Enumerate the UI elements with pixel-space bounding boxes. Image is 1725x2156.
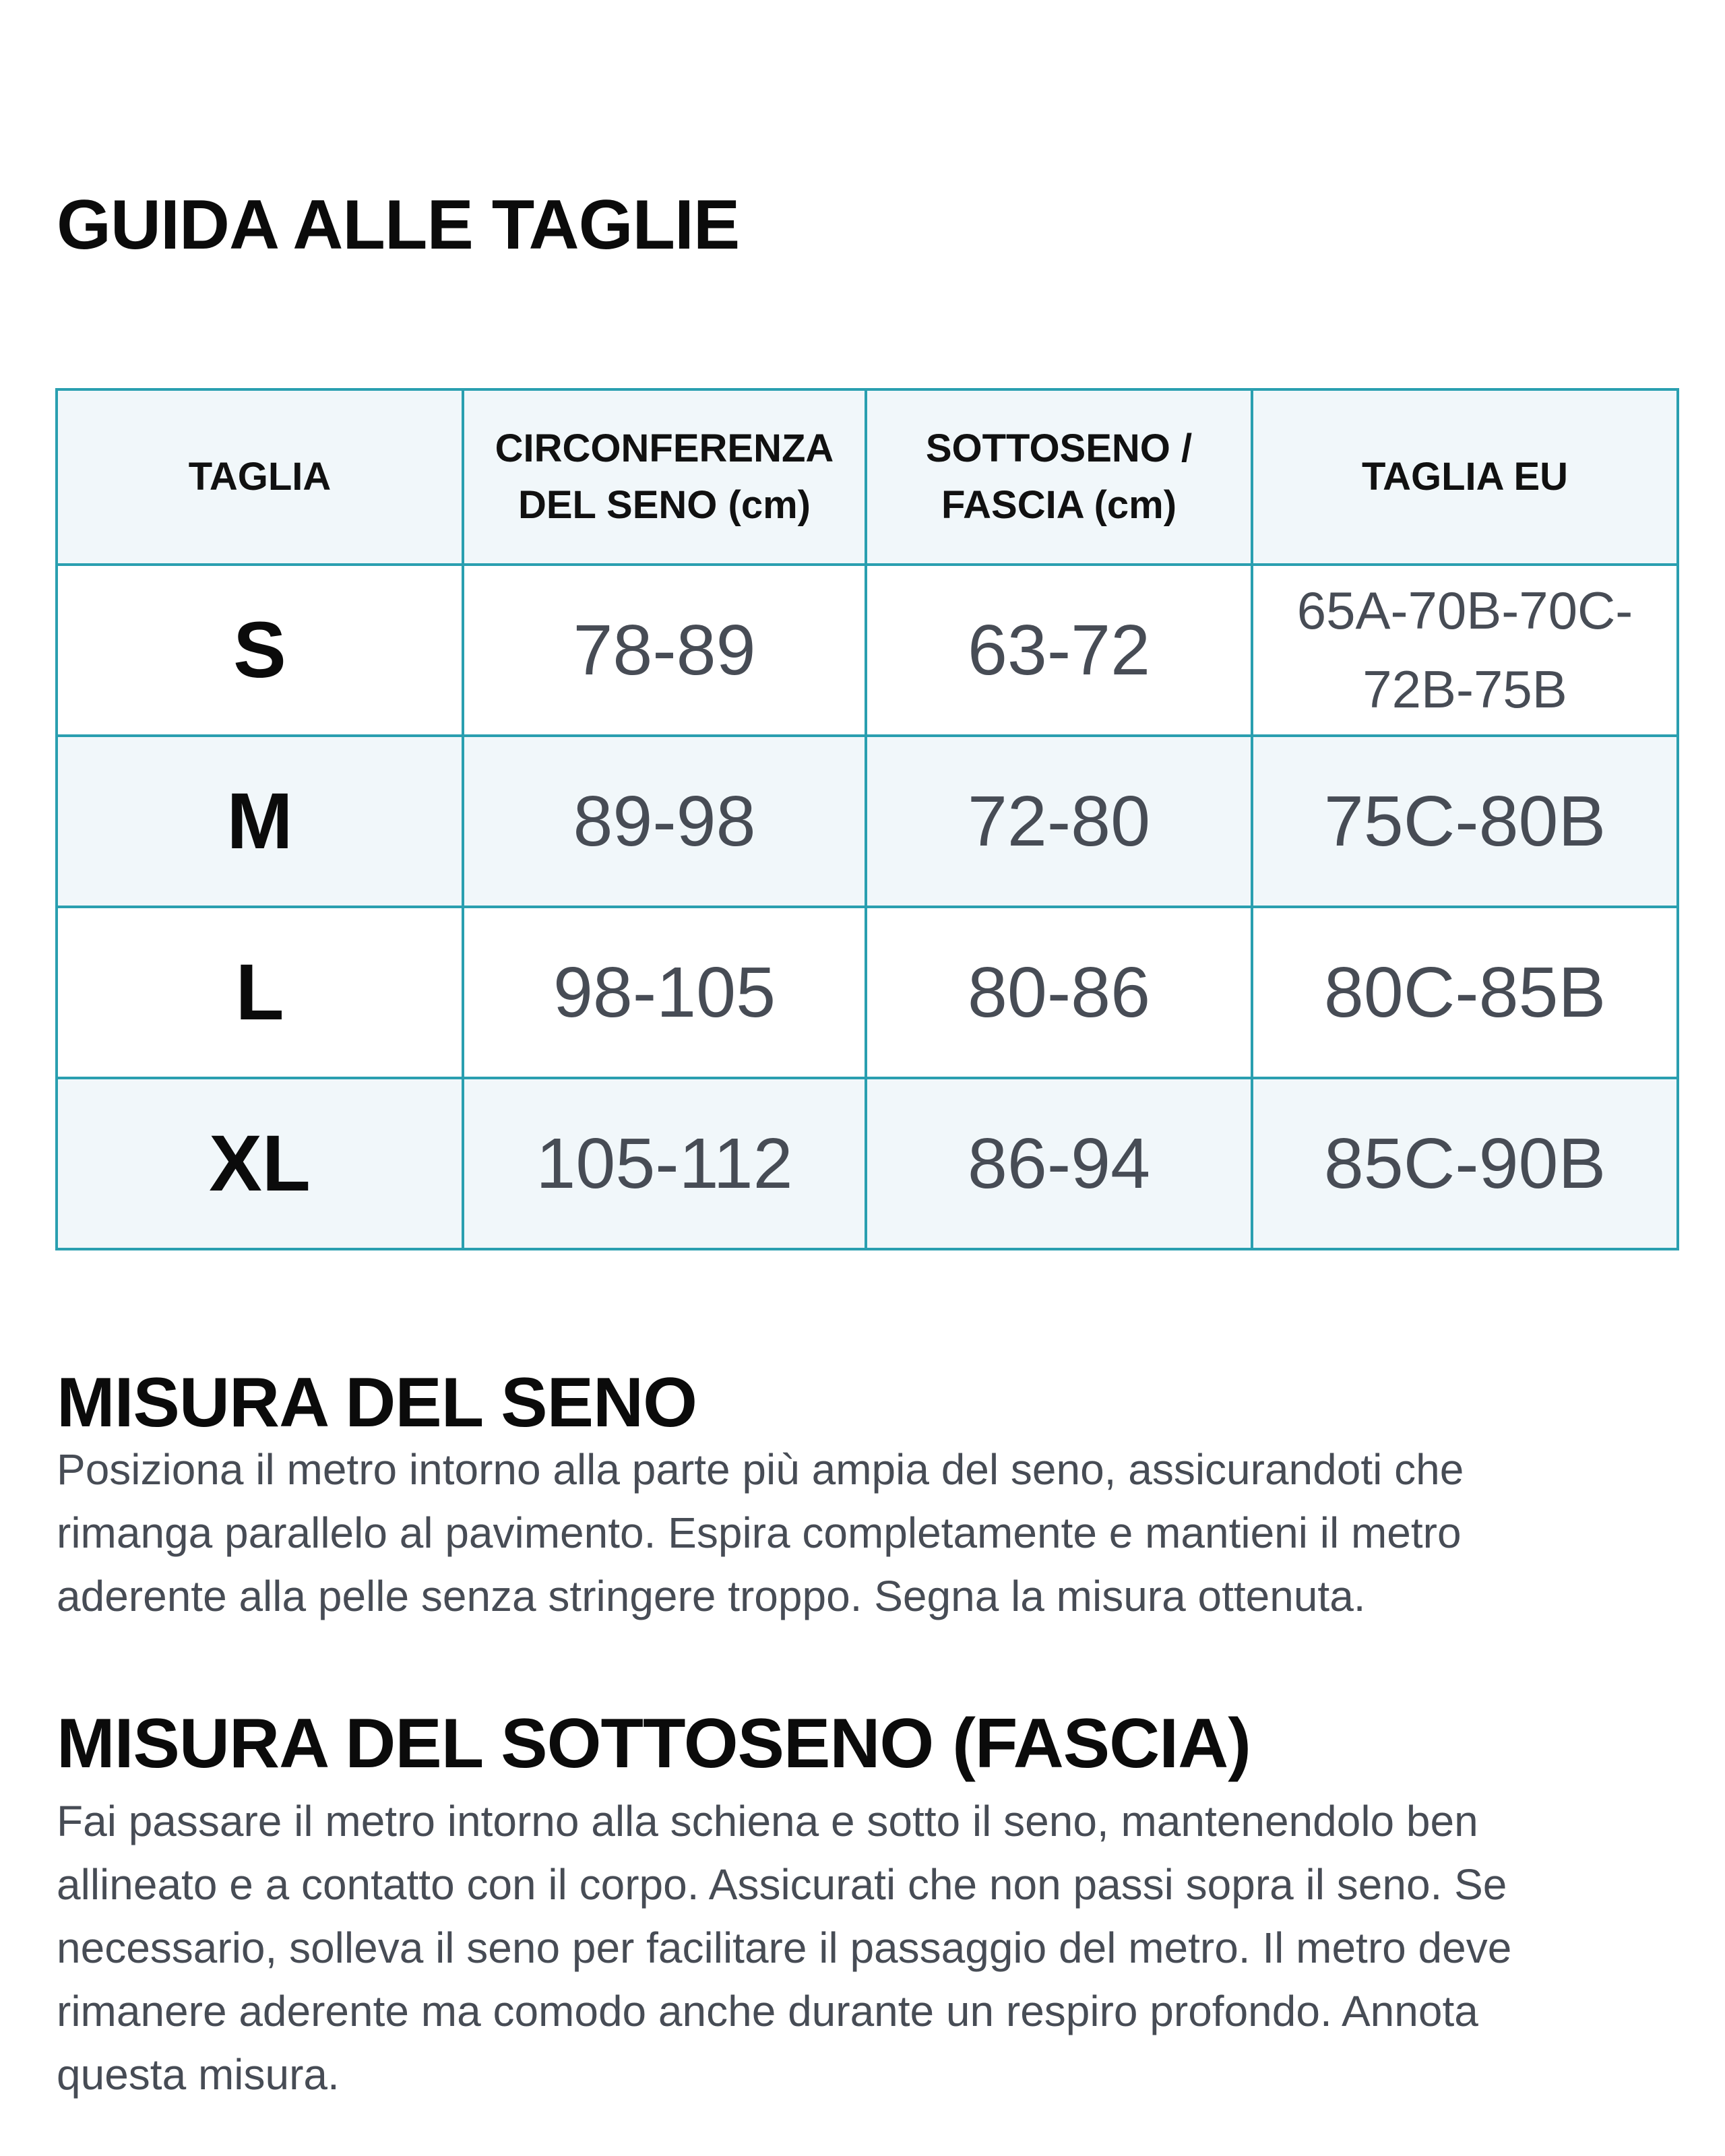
header-bust-line2: DEL SENO (cm) — [518, 483, 811, 527]
header-eu-label: TAGLIA EU — [1361, 454, 1569, 499]
header-bust-line1: CIRCONFERENZA — [495, 426, 834, 470]
table-row — [57, 1078, 1678, 1249]
bust-text-line: rimanga parallelo al pavimento. Espira completamente e mantieni il metro — [57, 1509, 1462, 1557]
size-cell: L — [57, 907, 463, 1078]
size-cell: S — [57, 565, 463, 736]
eu-cell: 80C-85B — [1252, 907, 1678, 1078]
eu-cell-line1: 65A-70B-70C- — [1296, 581, 1633, 640]
header-bust — [463, 389, 866, 565]
table-row — [57, 736, 1678, 907]
size-table — [55, 388, 1679, 1250]
page-title: GUIDA ALLE TAGLIE — [57, 186, 740, 264]
header-underbust-line2: FASCIA (cm) — [941, 483, 1177, 527]
underbust-cell: 80-86 — [866, 907, 1252, 1078]
eu-cell — [1252, 565, 1678, 736]
underbust-cell: 72-80 — [866, 736, 1252, 907]
underbust-section-title: MISURA DEL SOTTOSENO (FASCIA) — [57, 1705, 1251, 1783]
eu-cell: 75C-80B — [1252, 736, 1678, 907]
eu-cell: 85C-90B — [1252, 1078, 1678, 1249]
bust-text-line: aderente alla pelle senza stringere troppo. Segna la misura ottenuta. — [57, 1572, 1366, 1620]
size-cell: M — [57, 736, 463, 907]
header-size — [57, 389, 463, 565]
header-eu — [1252, 389, 1678, 565]
underbust-text-line: Fai passare il metro intorno alla schiena e sotto il seno, mantenendolo ben — [57, 1797, 1478, 1845]
table-row — [57, 907, 1678, 1078]
underbust-section-text — [57, 1789, 1674, 2106]
bust-cell: 89-98 — [463, 736, 866, 907]
bust-cell: 98-105 — [463, 907, 866, 1078]
bust-section-title: MISURA DEL SENO — [57, 1364, 697, 1442]
bust-cell: 78-89 — [463, 565, 866, 736]
header-underbust-line1: SOTTOSENO / — [925, 426, 1193, 470]
underbust-cell: 63-72 — [866, 565, 1252, 736]
header-underbust — [866, 389, 1252, 565]
table-header-row — [57, 389, 1678, 565]
size-cell: XL — [57, 1078, 463, 1249]
bust-text-line: Posiziona il metro intorno alla parte più ampia del seno, assicurandoti che — [57, 1445, 1464, 1494]
underbust-cell: 86-94 — [866, 1078, 1252, 1249]
header-size-label: TAGLIA — [188, 454, 332, 499]
table-row — [57, 565, 1678, 736]
underbust-text-line: allineato e a contatto con il corpo. Assicurati che non passi sopra il seno. Se — [57, 1860, 1507, 1909]
underbust-text-line: necessario, solleva il seno per facilitare il passaggio del metro. Il metro deve — [57, 1924, 1512, 1972]
bust-section-text — [57, 1438, 1674, 1628]
eu-cell-line2: 72B-75B — [1362, 660, 1567, 719]
bust-cell: 105-112 — [463, 1078, 866, 1249]
underbust-text-line: rimanere aderente ma comodo anche durante un respiro profondo. Annota — [57, 1987, 1478, 2035]
underbust-text-line: questa misura. — [57, 2050, 340, 2099]
